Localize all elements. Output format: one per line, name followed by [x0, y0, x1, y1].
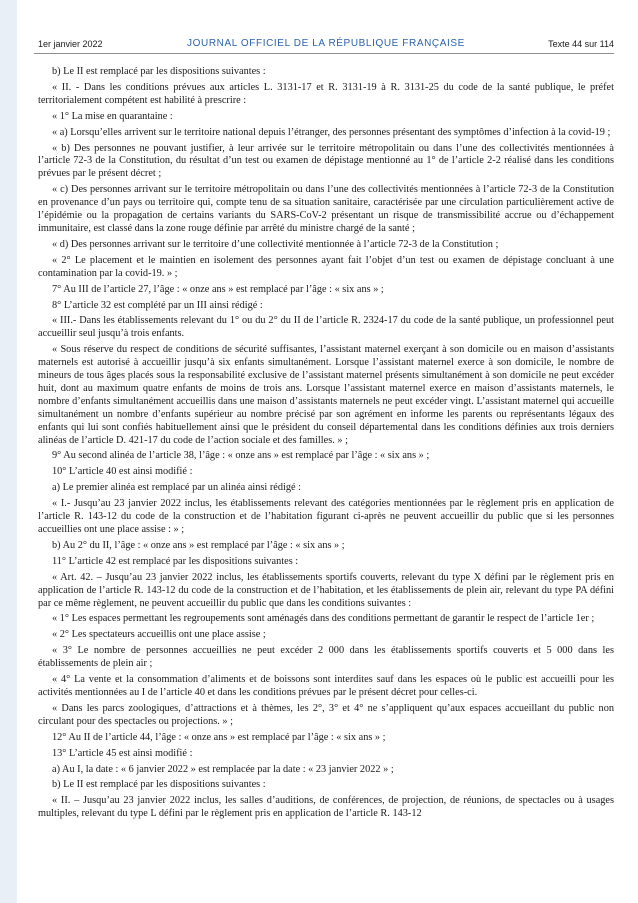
- paragraph: « 4° La vente et la consommation d’aliments et de boissons sont interdites sauf dans les espaces où le public est accueilli pour les activités mentionnées au I de l’article 40 et dans les conditions prévues par le présent décret pour celles-ci.: [38, 674, 614, 698]
- paragraph: 11° L’article 42 est remplacé par les dispositions suivantes :: [52, 555, 299, 567]
- issue-date: 1er janvier 2022: [38, 39, 103, 49]
- paragraph: « Sous réserve du respect de conditions de sécurité suffisantes, l’assistant maternel exerçant à son domicile ou en maison d’assistants maternels est autorisé à accueillir jusqu’à six enfants simultanément. Lorsque l’assistant maternel exerce à son domicile, le nombre de mineurs de tous âges placés sous la responsabilité exclusive de l’assistant maternel présents simultanément à son domicile ne peut excéder huit, dont au maximum quatre enfants de moins de trois ans. Lorsque l’assistant maternel exerce en maison d’assistants maternels, le nombre d’enfants simultanément accueillis dans une maison d’assistants maternels ne peut excéder vingt. L’assistant maternel qui accueille simultanément un nombre d’enfants supérieur au nombre précisé par son agrément en informe les parents ou représentants légaux des enfants qui lui sont confiés habituellement ainsi que le président du conseil départemental dans les conditions définies aux trois derniers alinéas de l’article D. 421-17 du code de l’action sociale et des familles. » ;: [38, 344, 614, 446]
- paragraph: 12° Au II de l’article 44, l’âge : « onze ans » est remplacé par l’âge : « six ans » ;: [52, 731, 386, 743]
- left-margin-stripe: [0, 0, 17, 903]
- paragraph: 9° Au second alinéa de l’article 38, l’âge : « onze ans » est remplacé par l’âge : « six ans » ;: [52, 450, 430, 462]
- paragraph: « 1° Les espaces permettant les regroupements sont aménagés dans des conditions permettant de garantir le respect de l’article 1er ;: [52, 613, 595, 625]
- journal-title: JOURNAL OFFICIEL DE LA RÉPUBLIQUE FRANÇAISE: [187, 38, 465, 49]
- paragraph: 7° Au III de l’article 27, l’âge : « onze ans » est remplacé par l’âge : « six ans » ;: [52, 283, 384, 295]
- paragraph: « c) Des personnes arrivant sur le territoire métropolitain ou dans l’une des collectivités mentionnées à l’article 72-3 de la Constitution en provenance d’un pays ou territoire qui, compte tenu de sa situation sanitaire, caractérisée par une circulation particulièrement active de l’épidémie ou la propagation de certains variants du SARS-CoV-2 présentant un risque de transmissibilité accrue ou d’échappement immunitaire, est classé dans la zone rouge définie par arrêté du ministre chargé de la santé ;: [38, 184, 614, 234]
- paragraph: « I.- Jusqu’au 23 janvier 2022 inclus, les établissements relevant des catégories mentionnées par le règlement pris en application de l’article R. 143-12 du code de la construction et de l’habitation figurant ci-après ne peuvent accueillir du public que si les personnes accueillies ont une place assise : » ;: [38, 498, 614, 535]
- paragraph: b) Le II est remplacé par les dispositions suivantes :: [52, 66, 266, 77]
- paragraph: « d) Des personnes arrivant sur le territoire d’une collectivité mentionnée à l’article 72-3 de la Constitution ;: [52, 238, 499, 250]
- paragraph: « II. – Jusqu’au 23 janvier 2022 inclus, les salles d’auditions, de conférences, de projection, de réunions, de spectacles ou à usages multiples, relevant du type L défini par le règlement pris en application de l’article R. 143-12: [38, 795, 614, 820]
- paragraph: « 2° Le placement et le maintien en isolement des personnes ayant fait l’objet d’un test ou examen de dépistage concluant à une contamination par la covid-19. » ;: [38, 254, 614, 279]
- paragraph: 8° L’article 32 est complété par un III ainsi rédigé :: [52, 299, 263, 311]
- paragraph: « Art. 42. – Jusqu’au 23 janvier 2022 inclus, les établissements sportifs couverts, relevant du type X défini par le règlement pris en application de l’article R. 143-12 du code de la construction et de l’habitation, et les établissements de plein air, relevant du type PA défini par ce même règlement, ne peuvent accueillir du public que dans les conditions suivantes :: [38, 571, 614, 609]
- paragraph: b) Le II est remplacé par les dispositions suivantes :: [52, 779, 266, 791]
- page-header: [38, 39, 614, 51]
- paragraph: « II. - Dans les conditions prévues aux articles L. 3131-17 et R. 3131-19 à R. 3131-25 du code de la santé publique, le préfet territorialement compétent est habilité à prescrire :: [38, 81, 614, 106]
- paragraph: « III.- Dans les établissements relevant du 1° ou du 2° du II de l’article R. 2324-17 du code de la santé publique, un professionnel peut accueillir seul jusqu’à trois enfants.: [38, 315, 614, 340]
- paragraph: a) Le premier alinéa est remplacé par un alinéa ainsi rédigé :: [52, 482, 302, 494]
- page-indicator: Texte 44 sur 114: [548, 39, 614, 49]
- document-body: [38, 66, 614, 821]
- paragraph: « 2° Les spectateurs accueillis ont une place assise ;: [52, 629, 266, 641]
- paragraph: « b) Des personnes ne pouvant justifier, à leur arrivée sur le territoire métropolitain ou dans l’une des collectivités mentionnées à l’article 72-3 de la Constitution, du résultat d’un test ou examen de dépistage mentionné au 1° de l’article 2-2 réalisé dans les conditions prévues par le présent décret ;: [38, 142, 614, 180]
- paragraph: 10° L’article 40 est ainsi modifié :: [52, 466, 193, 478]
- paragraph: « 3° Le nombre de personnes accueillies ne peut excéder 2 000 dans les établissements sportifs couverts et 5 000 dans les établissements de plein air ;: [38, 645, 614, 670]
- paragraph: a) Au I, la date : « 6 janvier 2022 » est remplacée par la date : « 23 janvier 2022 » ;: [52, 763, 394, 775]
- paragraph: 13° L’article 45 est ainsi modifié :: [52, 747, 193, 759]
- paragraph: « Dans les parcs zoologiques, d’attractions et à thèmes, les 2°, 3° et 4° ne s’appliquent qu’aux espaces accueillant du public non circulant pour des spectacles ou projections. » ;: [38, 702, 614, 727]
- paragraph: b) Au 2° du II, l’âge : « onze ans » est remplacé par l’âge : « six ans » ;: [52, 539, 345, 551]
- paragraph: « 1° La mise en quarantaine :: [52, 110, 173, 122]
- header-divider: [34, 53, 614, 54]
- paragraph: « a) Lorsqu’elles arrivent sur le territoire national depuis l’étranger, des personnes présentant des symptômes d’infection à la covid-19 ;: [52, 126, 611, 138]
